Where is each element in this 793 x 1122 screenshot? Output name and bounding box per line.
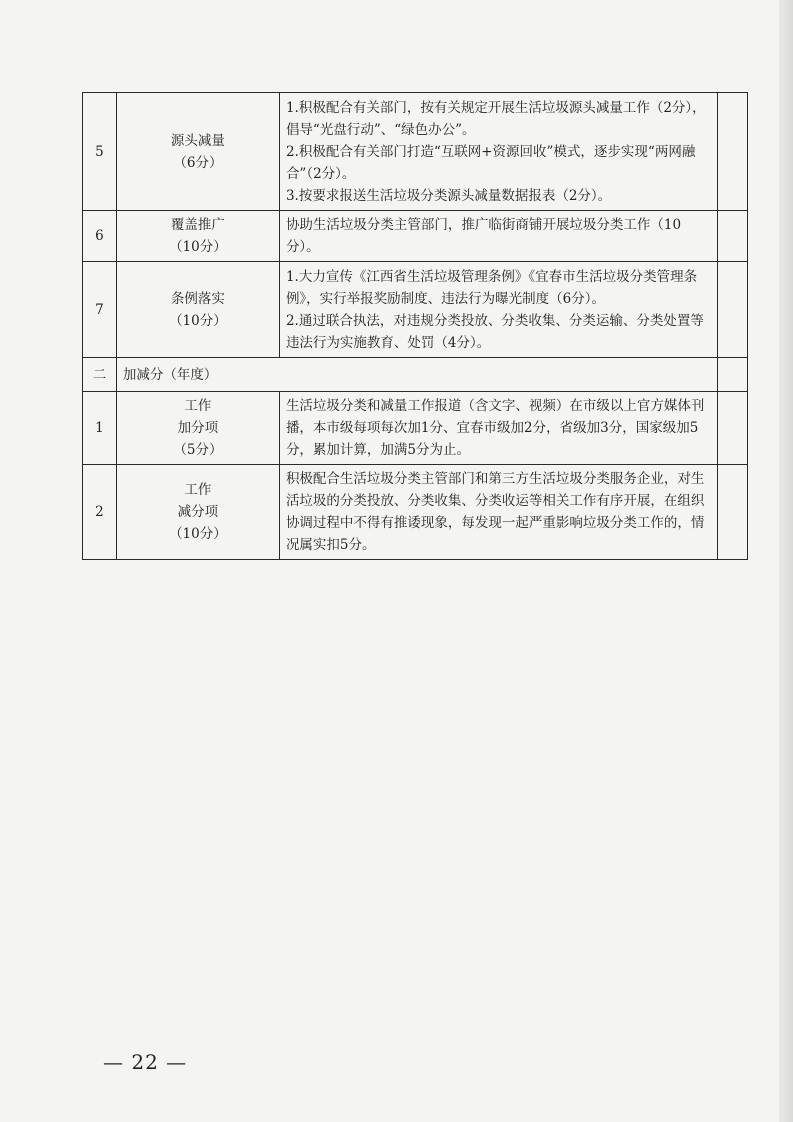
page-number: — 22 — xyxy=(103,1050,188,1074)
content-cell xyxy=(279,392,717,465)
content-line: 2.通过联合执法，对违规分类投放、分类收集、分类运输、分类处置等违法行为实施教育、处罚（4分）。 xyxy=(285,312,704,351)
scoring-table xyxy=(82,92,748,560)
item-name: 源头减量 xyxy=(170,132,225,149)
item-cell xyxy=(116,93,279,211)
item-name: 工作 xyxy=(184,482,212,498)
item-name: 工作 xyxy=(184,398,212,414)
section-row xyxy=(83,358,748,392)
row-number: 1 xyxy=(83,392,117,465)
item-score: （10分） xyxy=(169,312,227,329)
item-name: 减分项 xyxy=(177,504,219,520)
page-edge-shadow xyxy=(779,0,793,1122)
score-cell xyxy=(718,358,748,392)
item-cell xyxy=(116,211,279,262)
content-cell xyxy=(279,262,717,358)
item-name: 条例落实 xyxy=(170,290,225,307)
content-line: 协助生活垃圾分类主管部门，推广临街商铺开展垃圾分类工作（10分）。 xyxy=(285,217,682,255)
item-score: （10分） xyxy=(169,526,227,542)
content-line: 积极配合生活垃圾分类主管部门和第三方生活垃圾分类服务企业，对生活垃圾的分类投放、分类收集、分类收运等相关工作有序开展，在组织协调过程中不得有推诿现象，每发现一起严重影响垃圾分类工作的，情况属实扣5分。 xyxy=(285,471,705,553)
row-number: 2 xyxy=(83,465,117,560)
content-line: 2.积极配合有关部门打造“互联网+资源回收”模式，逐步实现“两网融合”（2分）。 xyxy=(285,143,696,182)
item-score: （6分） xyxy=(173,154,223,171)
item-name: 加分项 xyxy=(177,420,219,436)
item-cell xyxy=(116,465,279,560)
row-number: 7 xyxy=(83,262,117,358)
score-cell xyxy=(718,465,748,560)
table-row xyxy=(83,93,748,211)
table-row xyxy=(83,211,748,262)
row-number: 6 xyxy=(83,211,117,262)
score-cell xyxy=(718,392,748,465)
content-line: 1.积极配合有关部门，按有关规定开展生活垃圾源头减量工作（2分），倡导“光盘行动”、“绿色办公”。 xyxy=(285,99,706,138)
table-row xyxy=(83,465,748,560)
content-cell xyxy=(279,465,717,560)
content-cell xyxy=(279,93,717,211)
item-name: 覆盖推广 xyxy=(170,217,225,233)
content-cell xyxy=(279,211,717,262)
item-cell xyxy=(116,392,279,465)
table-row xyxy=(83,262,748,358)
item-score: （5分） xyxy=(173,442,223,458)
score-cell xyxy=(718,211,748,262)
section-title: 加减分（年度） xyxy=(116,358,717,392)
content-line: 生活垃圾分类和减量工作报道（含文字、视频）在市级以上官方媒体刊播，本市级每项每次加1分、宜春市级加2分，省级加3分，国家级加5分，累加计算，加满5分为止。 xyxy=(285,398,705,458)
row-number: 5 xyxy=(83,93,117,211)
section-number: 二 xyxy=(83,358,117,392)
score-cell xyxy=(718,262,748,358)
item-cell xyxy=(116,262,279,358)
table-row xyxy=(83,392,748,465)
content-line: 1.大力宣传《江西省生活垃圾管理条例》《宜春市生活垃圾分类管理条例》，实行举报奖励制度、违法行为曝光制度（6分）。 xyxy=(285,268,698,307)
content-line: 3.按要求报送生活垃圾分类源头减量数据报表（2分）。 xyxy=(285,187,612,204)
item-score: （10分） xyxy=(169,239,227,255)
score-cell xyxy=(718,93,748,211)
